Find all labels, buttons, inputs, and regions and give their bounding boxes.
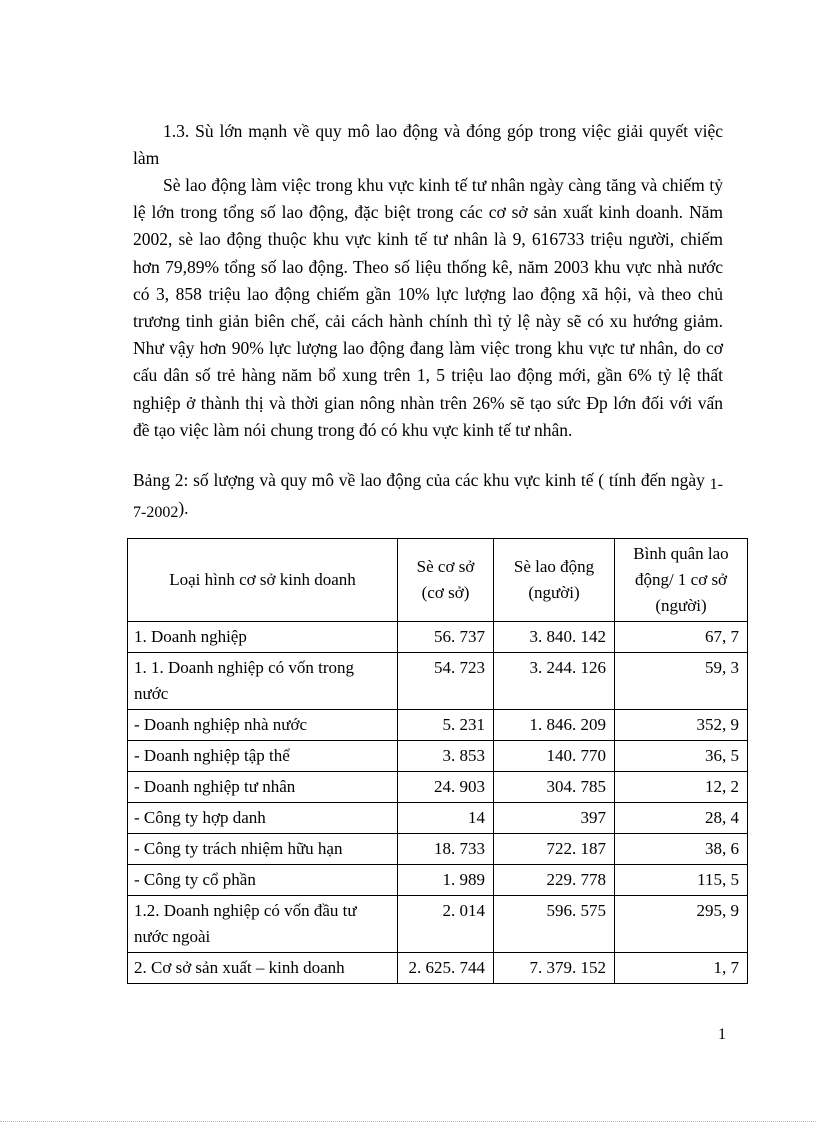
cell-workers: 3. 840. 142 bbox=[494, 622, 615, 653]
header-workers: Sè lao động (người) bbox=[494, 539, 615, 622]
cell-average: 59, 3 bbox=[615, 653, 748, 710]
cell-type: - Doanh nghiệp tư nhân bbox=[128, 772, 398, 803]
cell-type: 2. Cơ sở sản xuất – kinh doanh bbox=[128, 953, 398, 984]
cell-average: 115, 5 bbox=[615, 865, 748, 896]
cell-type: - Công ty cổ phần bbox=[128, 865, 398, 896]
page-edge bbox=[0, 1121, 816, 1122]
cell-establishments: 24. 903 bbox=[398, 772, 494, 803]
table-row bbox=[128, 772, 748, 803]
page-number: 1 bbox=[718, 1026, 726, 1043]
cell-average: 28, 4 bbox=[615, 803, 748, 834]
table-row bbox=[128, 622, 748, 653]
cell-average: 38, 6 bbox=[615, 834, 748, 865]
cell-type: - Công ty trách nhiệm hữu hạn bbox=[128, 834, 398, 865]
cell-workers: 397 bbox=[494, 803, 615, 834]
body-paragraph: Sè lao động làm việc trong khu vực kinh tế tư nhân ngày càng tăng và chiếm tỷ lệ lớn trong tổng số lao động, đặc biệt trong các cơ sở sản xuất kinh doanh. Năm 2002, sè lao động thuộc khu vực kinh tế tư nhân là 9, 616733 triệu người, chiếm hơn 79,89% tổng số lao động. Theo số liệu thống kê, năm 2003 khu vực nhà nước có 3, 858 triệu lao động chiếm gần 10% lực lượng lao động xã hội, và theo chủ trương tinh giản biên chế, cải cách hành chính thì tỷ lệ này sẽ có xu hướng giảm. Như vậy hơn 90% lực lượng lao động đang làm việc trong khu vực tư nhân, do cơ cấu dân số trẻ hàng năm bổ xung trên 1, 5 triệu lao động mới, gần 6% tỷ lệ thất nghiệp ở thành thị và thời gian nông nhàn trên 26% sẽ tạo sức Ðp lớn đối với vấn đề tạo việc làm nói chung trong đó có khu vực kinh tế tư nhân. bbox=[133, 175, 723, 440]
cell-establishments: 3. 853 bbox=[398, 741, 494, 772]
table-row bbox=[128, 896, 748, 953]
cell-type: 1.2. Doanh nghiệp có vốn đầu tư nước ngoài bbox=[128, 896, 398, 953]
cell-workers: 229. 778 bbox=[494, 865, 615, 896]
table-row bbox=[128, 834, 748, 865]
header-type: Loại hình cơ sở kinh doanh bbox=[128, 539, 398, 622]
cell-average: 12, 2 bbox=[615, 772, 748, 803]
cell-establishments: 14 bbox=[398, 803, 494, 834]
cell-establishments: 1. 989 bbox=[398, 865, 494, 896]
table-row bbox=[128, 803, 748, 834]
table-header-row bbox=[128, 539, 748, 622]
caption-date: 1-7-2002 bbox=[133, 476, 723, 521]
cell-average: 352, 9 bbox=[615, 710, 748, 741]
cell-workers: 3. 244. 126 bbox=[494, 653, 615, 710]
caption-end: ). bbox=[178, 498, 189, 518]
cell-type: 1. 1. Doanh nghiệp có vốn trong nước bbox=[128, 653, 398, 710]
table-row bbox=[128, 741, 748, 772]
cell-average: 1, 7 bbox=[615, 953, 748, 984]
cell-establishments: 56. 737 bbox=[398, 622, 494, 653]
cell-establishments: 2. 625. 744 bbox=[398, 953, 494, 984]
section-heading: 1.3. Sù lớn mạnh về quy mô lao động và đóng góp trong việc giải quyết việc làm bbox=[133, 121, 723, 168]
table-caption bbox=[133, 467, 723, 523]
table-row bbox=[128, 865, 748, 896]
cell-average: 67, 7 bbox=[615, 622, 748, 653]
cell-average: 295, 9 bbox=[615, 896, 748, 953]
cell-workers: 1. 846. 209 bbox=[494, 710, 615, 741]
cell-workers: 596. 575 bbox=[494, 896, 615, 953]
cell-workers: 304. 785 bbox=[494, 772, 615, 803]
cell-type: - Công ty hợp danh bbox=[128, 803, 398, 834]
labor-statistics-table bbox=[127, 538, 748, 984]
cell-type: 1. Doanh nghiệp bbox=[128, 622, 398, 653]
cell-type: - Doanh nghiệp nhà nước bbox=[128, 710, 398, 741]
cell-workers: 722. 187 bbox=[494, 834, 615, 865]
cell-establishments: 2. 014 bbox=[398, 896, 494, 953]
table-row bbox=[128, 710, 748, 741]
table-row bbox=[128, 653, 748, 710]
cell-workers: 140. 770 bbox=[494, 741, 615, 772]
header-establishments: Sè cơ sở (cơ sở) bbox=[398, 539, 494, 622]
cell-establishments: 5. 231 bbox=[398, 710, 494, 741]
table-row bbox=[128, 953, 748, 984]
cell-workers: 7. 379. 152 bbox=[494, 953, 615, 984]
caption-text: Bảng 2: số lượng và quy mô về lao động của các khu vực kinh tế ( tính đến ngày bbox=[133, 470, 710, 490]
header-average: Bình quân lao động/ 1 cơ sở (người) bbox=[615, 539, 748, 622]
cell-establishments: 18. 733 bbox=[398, 834, 494, 865]
cell-type: - Doanh nghiệp tập thể bbox=[128, 741, 398, 772]
cell-establishments: 54. 723 bbox=[398, 653, 494, 710]
cell-average: 36, 5 bbox=[615, 741, 748, 772]
